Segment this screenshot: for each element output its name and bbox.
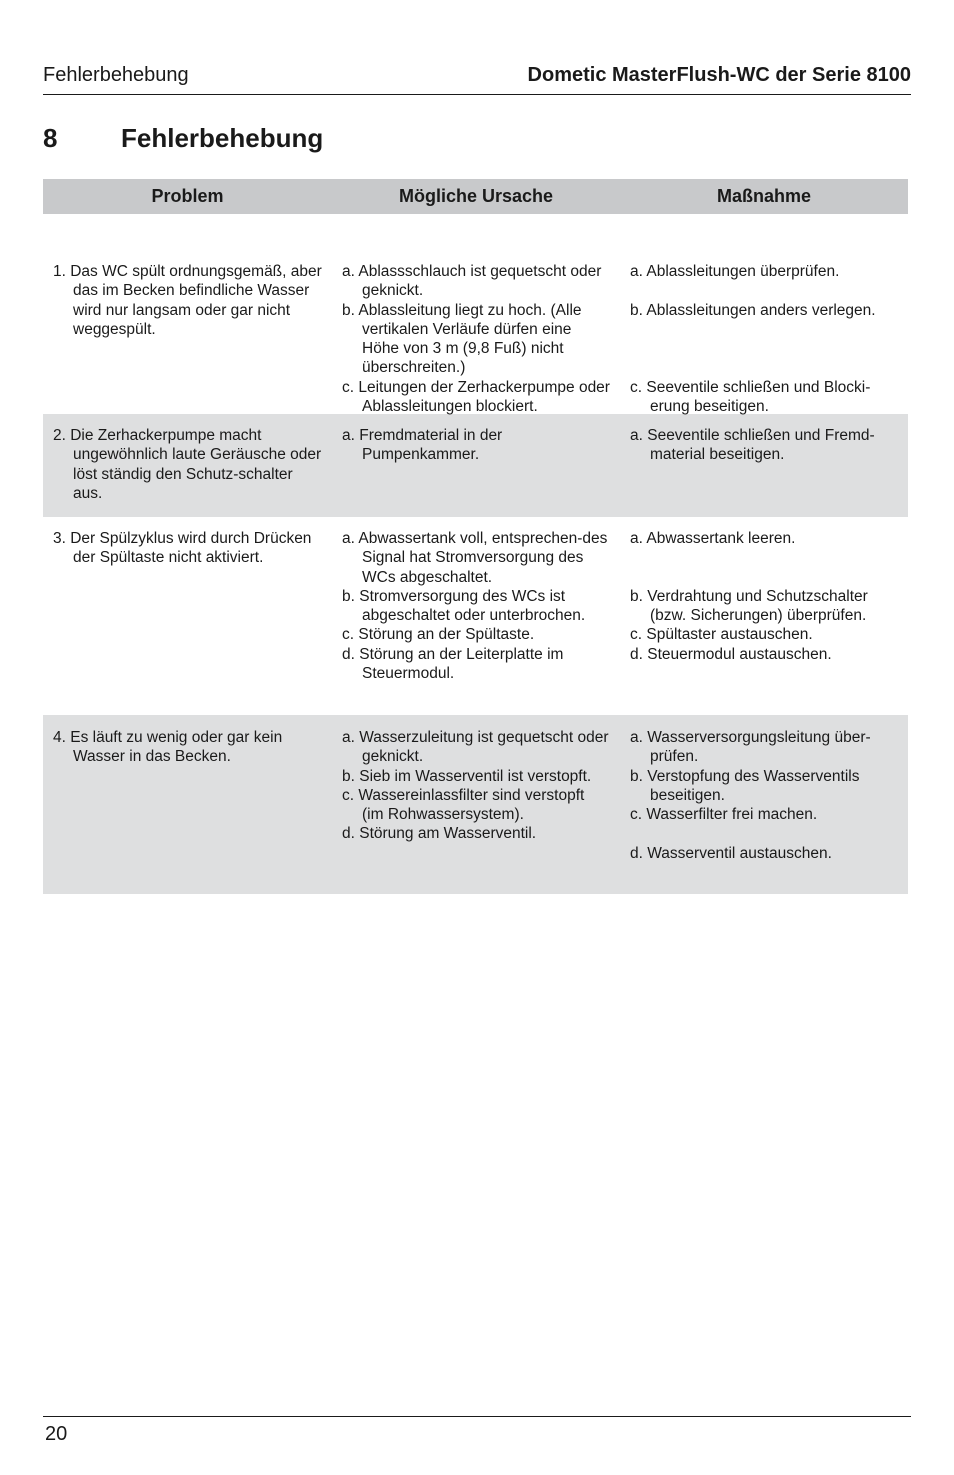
action-item: c. Seeventile schließen und Blocki-erung beseitigen. [630,378,871,416]
action-item: c. Wasserfilter frei machen. [630,806,818,824]
column-header-action: Maßnahme [716,186,812,206]
action-cell [620,728,908,894]
action-item: b. Verstopfung des Wasserventils beseitigen. [630,767,860,804]
table-header-row [43,179,908,214]
table-row [43,517,908,715]
cause-item: b. Sieb im Wasserventil ist verstopft. [342,767,592,785]
action-item: d. Steuermodul austauschen. [630,645,832,663]
cause-item: a. Fremdmaterial in der Pumpenkammer. [342,427,503,464]
cause-item: b. Stromversorgung des WCs ist abgeschaltet oder unterbrochen. [342,587,586,625]
action-item: b. Ablassleitungen anders verlegen. [630,301,876,319]
action-cell [620,262,908,416]
problem-cell [43,426,332,517]
action-item: a. Abwassertank leeren. [630,530,796,547]
action-item: a. Wasserversorgungsleitung über-prüfen. [630,729,871,766]
table-row [43,715,908,894]
page-number: 20 [45,1423,68,1445]
cause-item: c. Störung an der Spültaste. [342,626,535,644]
problem-cell [43,529,332,715]
cause-cell [332,262,620,416]
page-footer [43,1416,911,1445]
cause-cell [332,529,620,715]
table-row [43,414,908,517]
chapter-title: Fehlerbehebung [121,123,324,153]
header-doc-title: Dometic MasterFlush-WC der Serie 8100 [527,64,911,86]
cause-item: c. Leitungen der Zerhackerpumpe oder Ablassleitungen blockiert. [342,378,610,416]
column-header-problem: Problem [151,186,224,206]
cause-item: c. Wassereinlassfilter sind verstopft (im Rohwassersystem). [342,786,585,824]
action-item: a. Ablassleitungen überprüfen. [630,263,840,280]
cause-item: a. Wasserzuleitung ist gequetscht oder geknickt. [342,729,609,766]
cause-item: d. Störung am Wasserventil. [342,825,537,843]
cause-item: a. Abwassertank voll, entsprechen-des Signal hat Stromversorgung des WCs abgeschaltet. [342,530,608,586]
problem-text: 1. Das WC spült ordnungsgemäß, aber das im Becken befindliche Wasser wird nur langsam oder gar nicht weggespült. [53,263,322,338]
cause-item: a. Ablassschlauch ist gequetscht oder geknickt. [342,263,602,300]
troubleshooting-table [43,179,908,894]
chapter-number: 8 [43,123,58,153]
problem-text: 2. Die Zerhackerpumpe macht ungewöhnlich laute Geräusche oder löst ständig den Schutz-schalter aus. [53,427,322,502]
header-section: Fehlerbehebung [43,64,189,86]
problem-text: 4. Es läuft zu wenig oder gar kein Wasser in das Becken. [53,729,283,766]
table-row [43,214,908,414]
cause-item: d. Störung an der Leiterplatte im Steuermodul. [342,645,564,683]
action-item: d. Wasserventil austauschen. [630,844,832,862]
action-item: b. Verdrahtung und Schutzschalter (bzw. Sicherungen) überprüfen. [630,587,868,625]
problem-text: 3. Der Spülzyklus wird durch Drücken der Spültaste nicht aktiviert. [53,530,312,567]
cause-cell [332,728,620,894]
action-cell [620,529,908,715]
action-cell [620,426,908,517]
page-header [43,64,911,95]
cause-cell [332,426,620,517]
problem-cell [43,262,332,416]
cause-item: b. Ablassleitung liegt zu hoch. (Alle vertikalen Verläufe dürfen eine Höhe von 3 m (9,8 Fuß) nicht überschreiten.) [342,301,582,377]
action-item: a. Seeventile schließen und Fremd-material beseitigen. [630,427,875,464]
action-item: c. Spültaster austauschen. [630,626,813,644]
problem-cell [43,728,332,894]
column-header-cause: Mögliche Ursache [398,186,554,206]
